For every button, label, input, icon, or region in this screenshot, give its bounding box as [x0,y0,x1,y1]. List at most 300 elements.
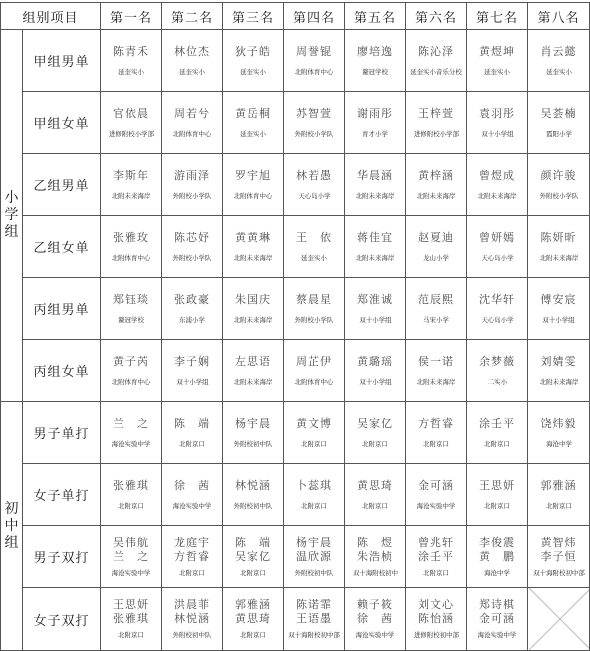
player-names [541,417,577,431]
school-name: 北附京口 [240,568,266,577]
player-names [357,107,393,121]
player-name: 黄文博 [296,416,333,430]
player-names [418,293,454,307]
player-name: 兰 之 [113,416,150,430]
placing-cell [406,216,467,278]
school-name: 延奎实小 [301,253,327,262]
player-names [235,293,271,307]
player-name: 赖子筱 [357,598,394,611]
player-names [174,536,210,564]
school-name: 北附未来海岸 [416,377,456,386]
school-name: 马宋小学 [423,315,449,324]
placing-cell [406,588,467,651]
player-name: 陈沁泽 [418,44,455,58]
placing-cell [467,588,528,651]
school-name: 北附京口 [179,439,205,448]
placing-cell [467,154,528,216]
player-name: 陈芯妤 [174,230,211,244]
school-name: 北附京口 [362,501,388,510]
school-name: 北附体育中心 [294,377,334,386]
school-name: 外附校小学队 [172,191,212,200]
player-names [113,417,149,431]
placing-cell [223,278,284,340]
player-name: 黄思琦 [357,478,394,492]
player-names [357,536,393,564]
player-names [357,355,393,369]
placing-cell [101,154,162,216]
event-category: 女子单打 [23,464,101,526]
player-name: 杨宇晨 [296,535,333,549]
school-name: 北附体育中心 [172,129,212,138]
placing-cell [528,402,590,464]
player-names [357,169,393,183]
school-name: 北附未来海岸 [233,315,273,324]
player-name: 颜许骏 [540,168,577,182]
player-names [296,293,332,307]
player-names [479,417,515,431]
school-name: 北附京口 [362,439,388,448]
school-name: 北附未来海岸 [111,191,151,200]
player-name: 曾兆轩 [418,535,455,549]
placing-cell [467,464,528,526]
placing-cell [162,464,223,526]
player-names [541,479,577,493]
player-names [357,293,393,307]
player-name: 张政豪 [174,292,211,306]
school-name: 进修附校小学部 [413,129,459,138]
player-names [235,598,271,626]
placing-cell [101,30,162,92]
player-name: 朱浩桢 [357,549,394,563]
school-name: 北附体育中心 [233,191,273,200]
player-name: 肖云懿 [540,44,577,58]
player-name: 郑诗棋 [479,598,516,611]
player-names [174,231,210,245]
section-label-text: 初中组 [4,500,19,551]
header-rank-5: 第五名 [345,3,406,30]
school-name: 北附未来海岸 [539,377,578,386]
school-name: 北附未来海岸 [477,191,517,200]
player-names [418,417,454,431]
player-names [174,293,210,307]
school-name: 海沧实验中学 [477,631,517,639]
player-names [235,536,271,564]
player-name: 蔡晨星 [296,292,333,306]
player-names [541,169,577,183]
placing-cell [162,526,223,588]
player-name: 涂壬平 [418,549,455,563]
placing-cell [528,154,590,216]
placing-cell [223,92,284,154]
results-table [0,2,590,651]
school-name: 延奎实小 [240,67,266,76]
placing-cell [406,154,467,216]
header-rank-3: 第三名 [223,3,284,30]
placing-cell [467,30,528,92]
school-name: 海沧实验中学 [172,501,212,510]
player-name: 罗宇旭 [235,168,272,182]
school-name: 北附未来海岸 [416,191,456,200]
player-names [174,107,210,121]
header-rank-2: 第二名 [162,3,223,30]
school-name: 天心岛小学 [480,315,514,324]
player-name: 曾妍嫣 [479,230,516,244]
player-name: 徐 茜 [357,612,394,625]
school-name: 延奎实小 [240,129,266,138]
player-names [296,169,332,183]
school-name: 北附京口 [301,439,327,448]
school-name: 海沧中学 [545,439,572,448]
school-name: 北附未来海岸 [539,253,578,262]
player-name: 王梓萱 [418,106,455,120]
event-category: 乙组女单 [23,216,101,278]
player-name: 陈怡涵 [418,612,455,625]
player-names [235,45,271,59]
header-rank-1: 第一名 [101,3,162,30]
school-name: 双十小学组 [480,129,514,138]
player-names [174,169,210,183]
player-names [113,355,149,369]
player-name: 林若愚 [296,168,333,182]
player-name: 金可涵 [418,478,455,492]
placing-cell [345,30,406,92]
player-names [541,355,577,369]
player-names [296,417,332,431]
player-names [418,107,454,121]
school-name: 外附校初中队 [233,501,273,510]
placing-cell [223,340,284,402]
player-names [479,107,515,121]
placing-cell [406,526,467,588]
event-category: 男子双打 [23,526,101,588]
school-name: 北附京口 [484,501,510,510]
placing-cell [284,526,345,588]
school-name: 双十海附校初中部 [288,631,340,639]
placing-cell [467,92,528,154]
player-names [418,598,454,626]
player-names [174,598,210,626]
player-names [418,355,454,369]
player-names [479,479,515,493]
event-category: 丙组女单 [23,340,101,402]
placing-cell [101,278,162,340]
player-names [357,417,393,431]
placing-cell [528,464,590,526]
player-names [296,479,332,493]
player-name: 郑钰琰 [113,292,150,306]
result-row [1,30,590,92]
section-label [1,30,23,402]
player-names [113,169,149,183]
player-name: 黄思琦 [235,612,272,625]
placing-cell [528,216,590,278]
player-names [479,536,515,564]
placing-cell [223,526,284,588]
school-name: 双十海附校初中 [352,568,398,577]
school-name: 外附校小学队 [172,253,212,262]
school-name: 鳌冠学校 [362,67,388,76]
player-name: 官依晨 [113,106,150,120]
school-name: 双十海附校初中部 [532,568,585,577]
result-row [1,92,590,154]
school-name: 北附京口 [301,501,327,510]
school-name: 龙山小学 [423,253,449,262]
player-name: 张雅琪 [113,612,150,625]
placing-cell [223,588,284,651]
result-row [1,588,590,651]
player-name: 左思语 [235,354,272,368]
player-name: 李子娴 [174,354,211,368]
result-row [1,464,590,526]
event-category: 甲组女单 [23,92,101,154]
player-name: 方哲睿 [174,549,211,563]
placing-cell [223,402,284,464]
player-name: 黄璐瑶 [357,354,394,368]
player-names [479,45,515,59]
school-name: 北附京口 [118,501,144,510]
player-name: 吴家亿 [357,416,394,430]
result-row [1,526,590,588]
player-name: 王 依 [296,230,333,244]
player-name: 张雅琪 [113,478,150,492]
placing-cell [162,92,223,154]
player-name: 洪晨菲 [174,598,211,611]
player-name: 黄智炜 [540,535,577,549]
player-names [541,231,577,245]
school-name: 二实小 [487,377,507,386]
school-name: 海沧实验中学 [416,501,456,510]
player-name: 陈诺霏 [296,598,333,611]
school-name: 外附校初中队 [294,568,334,577]
player-name: 廖培逸 [357,44,394,58]
section-label [1,402,23,651]
result-row [1,278,590,340]
school-name: 双十小学组 [358,315,392,324]
placing-cell [528,278,590,340]
placing-cell [345,588,406,651]
player-name: 狄子皓 [235,44,272,58]
placing-cell [101,588,162,651]
player-names [418,231,454,245]
player-name: 周若兮 [174,106,211,120]
player-names [235,479,271,493]
player-name: 李俊震 [479,535,516,549]
player-name: 郭雅涵 [235,598,272,611]
player-names [174,417,210,431]
header-rank-4: 第四名 [284,3,345,30]
placing-cell [223,216,284,278]
player-names [113,536,149,564]
player-name: 华晨涵 [357,168,394,182]
player-names [357,598,393,626]
school-name: 延奎实小 [545,67,572,76]
player-name: 黄梓涵 [418,168,455,182]
placing-cell [528,340,590,402]
placing-cell [101,402,162,464]
result-row [1,402,590,464]
player-name: 林位杰 [174,44,211,58]
school-name: 双十小学组 [358,377,392,386]
player-name: 王思妍 [479,478,516,492]
player-names [296,45,332,59]
school-name: 育才小学 [362,129,388,138]
school-name: 进修附校初中部 [413,631,459,639]
placing-cell [467,402,528,464]
school-name: 北附京口 [545,501,572,510]
player-names [296,536,332,564]
placing-cell [345,154,406,216]
player-names [541,107,577,121]
player-names [357,231,393,245]
school-name: 延奎实小音乐分校 [410,67,462,76]
player-names [296,598,332,626]
school-name: 海沧实验中学 [111,439,151,448]
player-name: 卜蕊琪 [296,478,333,492]
placing-cell [162,278,223,340]
player-names [357,45,393,59]
player-name: 温欣源 [296,549,333,563]
placing-cell [223,30,284,92]
player-name: 侯一诺 [418,354,455,368]
player-names [235,355,271,369]
player-names [174,479,210,493]
school-name: 北附京口 [423,439,449,448]
placing-cell [284,154,345,216]
school-name: 延奎实小 [118,67,144,76]
school-name: 海沧实验中学 [111,568,151,577]
result-row [1,154,590,216]
player-name: 郑淮诚 [357,292,394,306]
placing-cell [528,30,590,92]
placing-cell [406,464,467,526]
placing-cell [528,92,590,154]
player-name: 黄煜坤 [479,44,516,58]
school-name: 鳌冠学校 [118,315,144,324]
school-name: 北附未来海岸 [355,253,395,262]
placing-cell [406,278,467,340]
event-category: 甲组男单 [23,30,101,92]
event-category: 乙组男单 [23,154,101,216]
player-name: 林悦涵 [174,612,211,625]
player-name: 黄 鹏 [479,549,516,563]
school-name: 东浦小学 [179,315,205,324]
player-name: 苏智萱 [296,106,333,120]
player-name: 余梦薇 [479,354,516,368]
player-names [296,107,332,121]
player-name: 兰 之 [113,549,150,563]
player-name: 张雅玫 [113,230,150,244]
school-name: 北附体育中心 [294,67,334,76]
school-name: 北附京口 [179,568,205,577]
placing-cell [101,464,162,526]
player-name: 郭雅涵 [540,478,577,492]
player-name: 周芷伊 [296,354,333,368]
player-name: 陈 端 [235,535,272,549]
placing-cell [162,216,223,278]
player-name: 刘婧雯 [540,354,577,368]
player-names [113,107,149,121]
placing-cell [162,340,223,402]
school-name: 北附体育中心 [111,253,151,262]
event-category: 男子单打 [23,402,101,464]
player-name: 黄黄琳 [235,230,272,244]
school-name: 外附校小学队 [294,315,334,324]
player-names [113,598,149,626]
header-row [1,3,590,30]
player-name: 饶炜毅 [540,416,577,430]
player-name: 赵夏迪 [418,230,455,244]
section-label-text: 小学组 [4,190,19,240]
placing-cell [101,92,162,154]
school-name: 外附校小学队 [294,129,334,138]
placing-cell [345,464,406,526]
placing-cell [284,278,345,340]
placing-cell [528,526,590,588]
player-name: 朱国庆 [235,292,272,306]
player-name: 吴家亿 [235,549,272,563]
player-names [479,598,515,626]
school-name: 北附未来海岸 [233,253,273,262]
player-name: 徐 茜 [174,478,211,492]
player-names [541,536,577,564]
header-category: 组别项目 [1,3,101,30]
placing-cell [406,340,467,402]
player-names [174,45,210,59]
school-name: 北附体育中心 [111,377,151,386]
player-name: 刘文心 [418,598,455,611]
placing-cell [284,92,345,154]
placing-cell [284,340,345,402]
placing-cell [467,278,528,340]
player-name: 李斯年 [113,168,150,182]
school-name: 海沧实验中学 [355,631,395,639]
school-name: 外附校初中队 [172,631,212,639]
header-rank-7: 第七名 [467,3,528,30]
player-name: 王思妍 [113,598,150,611]
player-name: 傅安宸 [540,292,577,306]
player-name: 周誉锟 [296,44,333,58]
player-name: 袁羽彤 [479,106,516,120]
player-names [541,293,577,307]
placing-cell [345,278,406,340]
school-name: 霞阳小学 [545,129,572,138]
placing-cell [162,30,223,92]
player-name: 黄子芮 [113,354,150,368]
header-rank-8: 第八名 [528,3,590,30]
placing-cell [101,340,162,402]
placing-cell [345,216,406,278]
player-name: 吴伟航 [113,535,150,549]
event-category: 丙组男单 [23,278,101,340]
placing-cell [162,402,223,464]
player-name: 陈 煜 [357,535,394,549]
school-name: 北附京口 [484,439,510,448]
placing-cell [284,402,345,464]
player-name: 涂壬平 [479,416,516,430]
player-name: 林悦涵 [235,478,272,492]
school-name: 北附未来海岸 [233,377,273,386]
school-name: 海沧中学 [484,568,510,577]
player-name: 金可涵 [479,612,516,625]
school-name: 天心岛小学 [480,253,514,262]
placing-cell [467,526,528,588]
player-names [113,293,149,307]
school-name: 进修附校小学部 [108,129,154,138]
placing-cell [101,216,162,278]
player-name: 陈青禾 [113,44,150,58]
placing-cell [345,340,406,402]
empty-cell [528,588,590,651]
